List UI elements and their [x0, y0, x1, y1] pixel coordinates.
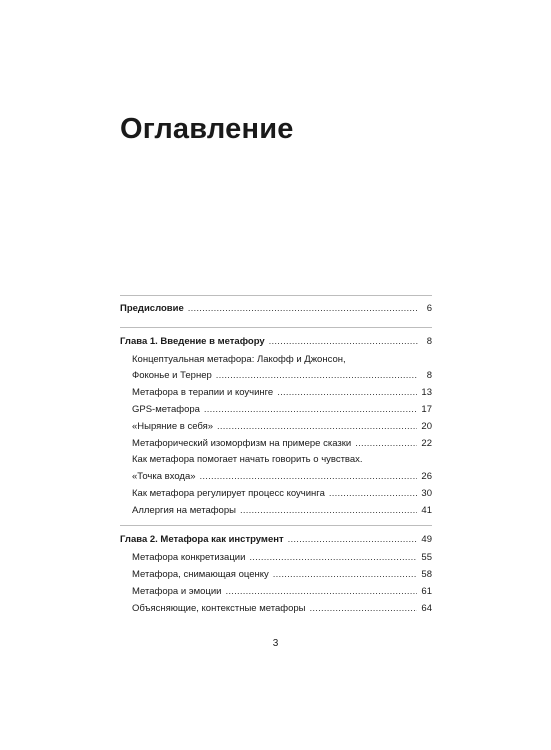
toc-entry-title: Метафорический изоморфизм на примере сказки [132, 438, 352, 449]
toc-entry-regulates-coaching[interactable] [132, 488, 432, 500]
toc-entry-therapy-coaching[interactable] [132, 387, 432, 399]
toc-entry-title: Метафора конкретизации [132, 552, 246, 563]
toc-entry-isomorphism[interactable] [132, 438, 432, 450]
dot-leader [273, 569, 418, 581]
toc-entry-title: Глава 1. Введение в метафору [120, 336, 265, 347]
dot-leader [329, 488, 418, 500]
toc-page-number: 6 [426, 303, 432, 314]
dot-leader [277, 387, 417, 399]
page-title: Оглавление [120, 113, 294, 145]
toc-entry-title: Предисловие [120, 303, 184, 314]
dot-leader [269, 336, 418, 348]
toc-page-number: 30 [421, 488, 432, 499]
toc-page-number: 58 [421, 569, 432, 580]
dot-leader [226, 586, 418, 598]
toc-entry-title: Фоконье и Тернер [132, 370, 212, 381]
toc-entry-preface[interactable] [120, 303, 432, 315]
toc-page-number: 64 [421, 603, 432, 614]
toc-entry-title: Как метафора регулирует процесс коучинга [132, 488, 325, 499]
toc-page-number: 61 [421, 586, 432, 597]
toc-entry-chapter-2[interactable] [120, 534, 432, 546]
toc-page-number: 26 [421, 471, 432, 482]
toc-entry-gps-metaphor[interactable] [132, 404, 432, 416]
section-divider [120, 295, 432, 296]
toc-entry-title: Метафора, снимающая оценку [132, 569, 269, 580]
toc-entry-title: GPS-метафора [132, 404, 200, 415]
toc-entry-title: Концептуальная метафора: Лакофф и Джонсон, [132, 354, 346, 365]
dot-leader [204, 404, 418, 416]
toc-entry-emotions[interactable] [132, 586, 432, 598]
toc-entry-title: Объясняющие, контекстные метафоры [132, 603, 306, 614]
dot-leader [355, 438, 417, 450]
toc-entry-concretization[interactable] [132, 552, 432, 564]
toc-entry-title: «Ныряние в себя» [132, 421, 214, 432]
toc-page-number: 41 [421, 505, 432, 516]
dot-leader [200, 471, 418, 483]
dot-leader [288, 534, 418, 546]
toc-page-number: 20 [421, 421, 432, 432]
toc-entry-allergy[interactable] [132, 505, 432, 517]
dot-leader [249, 552, 417, 564]
section-divider [120, 525, 432, 526]
dot-leader [309, 603, 417, 615]
toc-entry-title: Как метафора помогает начать говорить о чувствах. [132, 454, 363, 465]
toc-entry-feelings-line1[interactable] [132, 454, 432, 466]
dot-leader [217, 421, 417, 433]
toc-page-number: 17 [421, 404, 432, 415]
toc-entry-entry-point[interactable] [132, 471, 432, 483]
toc-entry-title: «Точка входа» [132, 471, 196, 482]
toc-entry-title: Метафора в терапии и коучинге [132, 387, 274, 398]
toc-entry-removing-evaluation[interactable] [132, 569, 432, 581]
toc-entry-diving-in[interactable] [132, 421, 432, 433]
dot-leader [216, 370, 418, 382]
toc-entry-chapter-1[interactable] [120, 336, 432, 348]
toc-page-number: 8 [426, 336, 432, 347]
page-number: 3 [272, 638, 279, 649]
toc-entry-conceptual-metaphor[interactable] [132, 370, 432, 382]
toc-entry-explanatory[interactable] [132, 603, 432, 615]
dot-leader [240, 505, 417, 517]
toc-page-number: 22 [421, 438, 432, 449]
toc-entry-title: Глава 2. Метафора как инструмент [120, 534, 284, 545]
toc-page-number: 8 [426, 370, 432, 381]
toc-page-number: 55 [421, 552, 432, 563]
toc-entry-title: Метафора и эмоции [132, 586, 222, 597]
toc-page-number: 13 [421, 387, 432, 398]
toc-page-number: 49 [421, 534, 432, 545]
toc-entry-title: Аллергия на метафоры [132, 505, 236, 516]
toc-entry-conceptual-metaphor-line1[interactable] [132, 354, 432, 366]
section-divider [120, 327, 432, 328]
dot-leader [188, 303, 418, 315]
